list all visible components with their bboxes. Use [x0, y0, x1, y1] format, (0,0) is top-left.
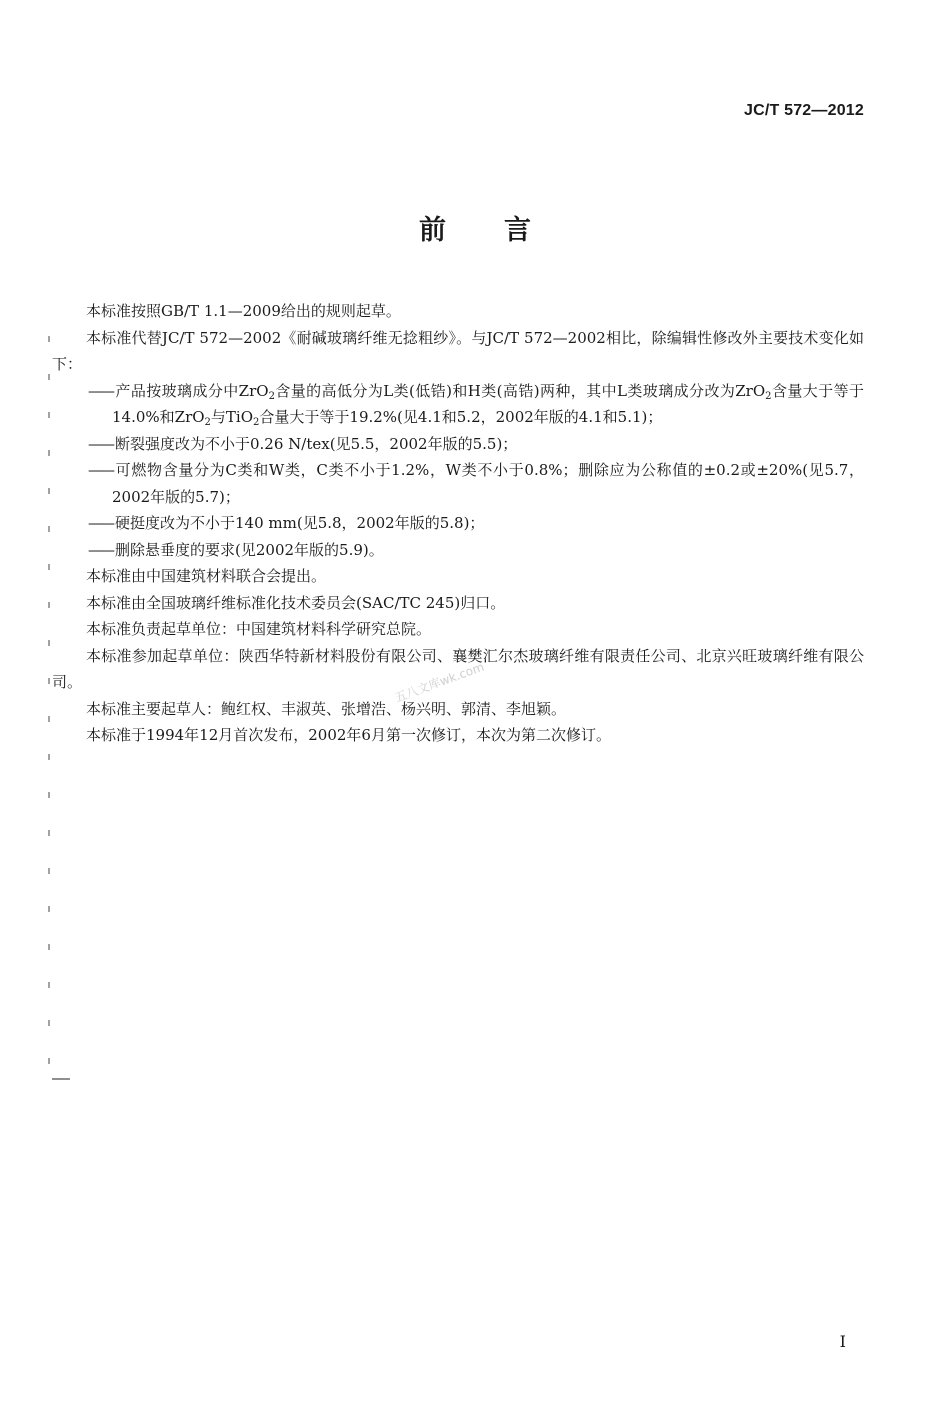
change-item-stiffness: —— 硬挺度改为不小于140 mm(见5.8，2002年版的5.8)； — [88, 514, 485, 532]
paragraph-main-drafters: 本标准主要起草人：鲍红权、丰淑英、张增浩、杨兴明、郭清、李旭颖。 — [86, 699, 567, 718]
change-item-drape: —— 删除悬垂度的要求(见2002年版的5.9)。 — [88, 540, 384, 559]
paragraph-replacement: 本标准代替JC/T 572—2002《耐碱玻璃纤维无捻粗纱》。与JC/T 572—2002相比，除编辑性修改外主要技术变化如下： — [52, 328, 864, 373]
paragraph-publication-history: 本标准于1994年12月首次发布，2002年6月第一次修订，本次为第二次修订。 — [86, 726, 611, 744]
title-char-2: 言 — [504, 215, 531, 246]
dash-marker: —— — [88, 540, 112, 559]
change-item-combustible-content: —— 可燃物含量分为C类和W类，C类不小于1.2%，W类不小于0.8%；删除应为公称值的±0.2或±20%(见5.7，2002年版的5.7)； — [88, 461, 864, 506]
watermark: 五八文库wk.com — [392, 659, 487, 706]
binding-margin-marks — [48, 336, 50, 1076]
paragraph-lead-drafter: 本标准负责起草单位：中国建筑材料科学研究总院。 — [86, 620, 432, 638]
page-number: I — [839, 1332, 846, 1351]
paragraph-participating-drafters: 本标准参加起草单位：陕西华特新材料股份有限公司、襄樊汇尔杰玻璃纤维有限责任公司、北京兴旺玻璃纤维有限公司。 — [52, 646, 864, 691]
dash-marker: —— — [88, 434, 112, 453]
change-item-breaking-strength: —— 断裂强度改为不小于0.26 N/tex(见5.5，2002年版的5.5)； — [88, 434, 518, 453]
dash-marker: —— — [88, 381, 112, 400]
paragraph-drafting-rules: 本标准按照GB/T 1.1—2009给出的规则起草。 — [86, 302, 401, 320]
document-code: JC/T 572—2012 — [743, 102, 864, 119]
scan-mark — [52, 1078, 70, 1080]
title-char-1: 前 — [419, 215, 446, 246]
dash-marker: —— — [88, 461, 112, 479]
dash-marker: —— — [88, 514, 112, 532]
page-title — [0, 208, 950, 247]
change-item-composition: —— 产品按玻璃成分中ZrO$_2$含量的高低分为L类(低锆)和H类(高锆)两种，其中L类玻璃成分改为ZrO$_2$含量大于等于14.0%和ZrO$_2$与TiO$_2$合量大于等于19.2%(见4.1和5.2，2002年版的4.1和5.1)； — [88, 381, 864, 428]
paragraph-centralized-by: 本标准由全国玻璃纤维标准化技术委员会(SAC/TC 245)归口。 — [86, 593, 506, 612]
paragraph-proposed-by: 本标准由中国建筑材料联合会提出。 — [86, 567, 327, 585]
